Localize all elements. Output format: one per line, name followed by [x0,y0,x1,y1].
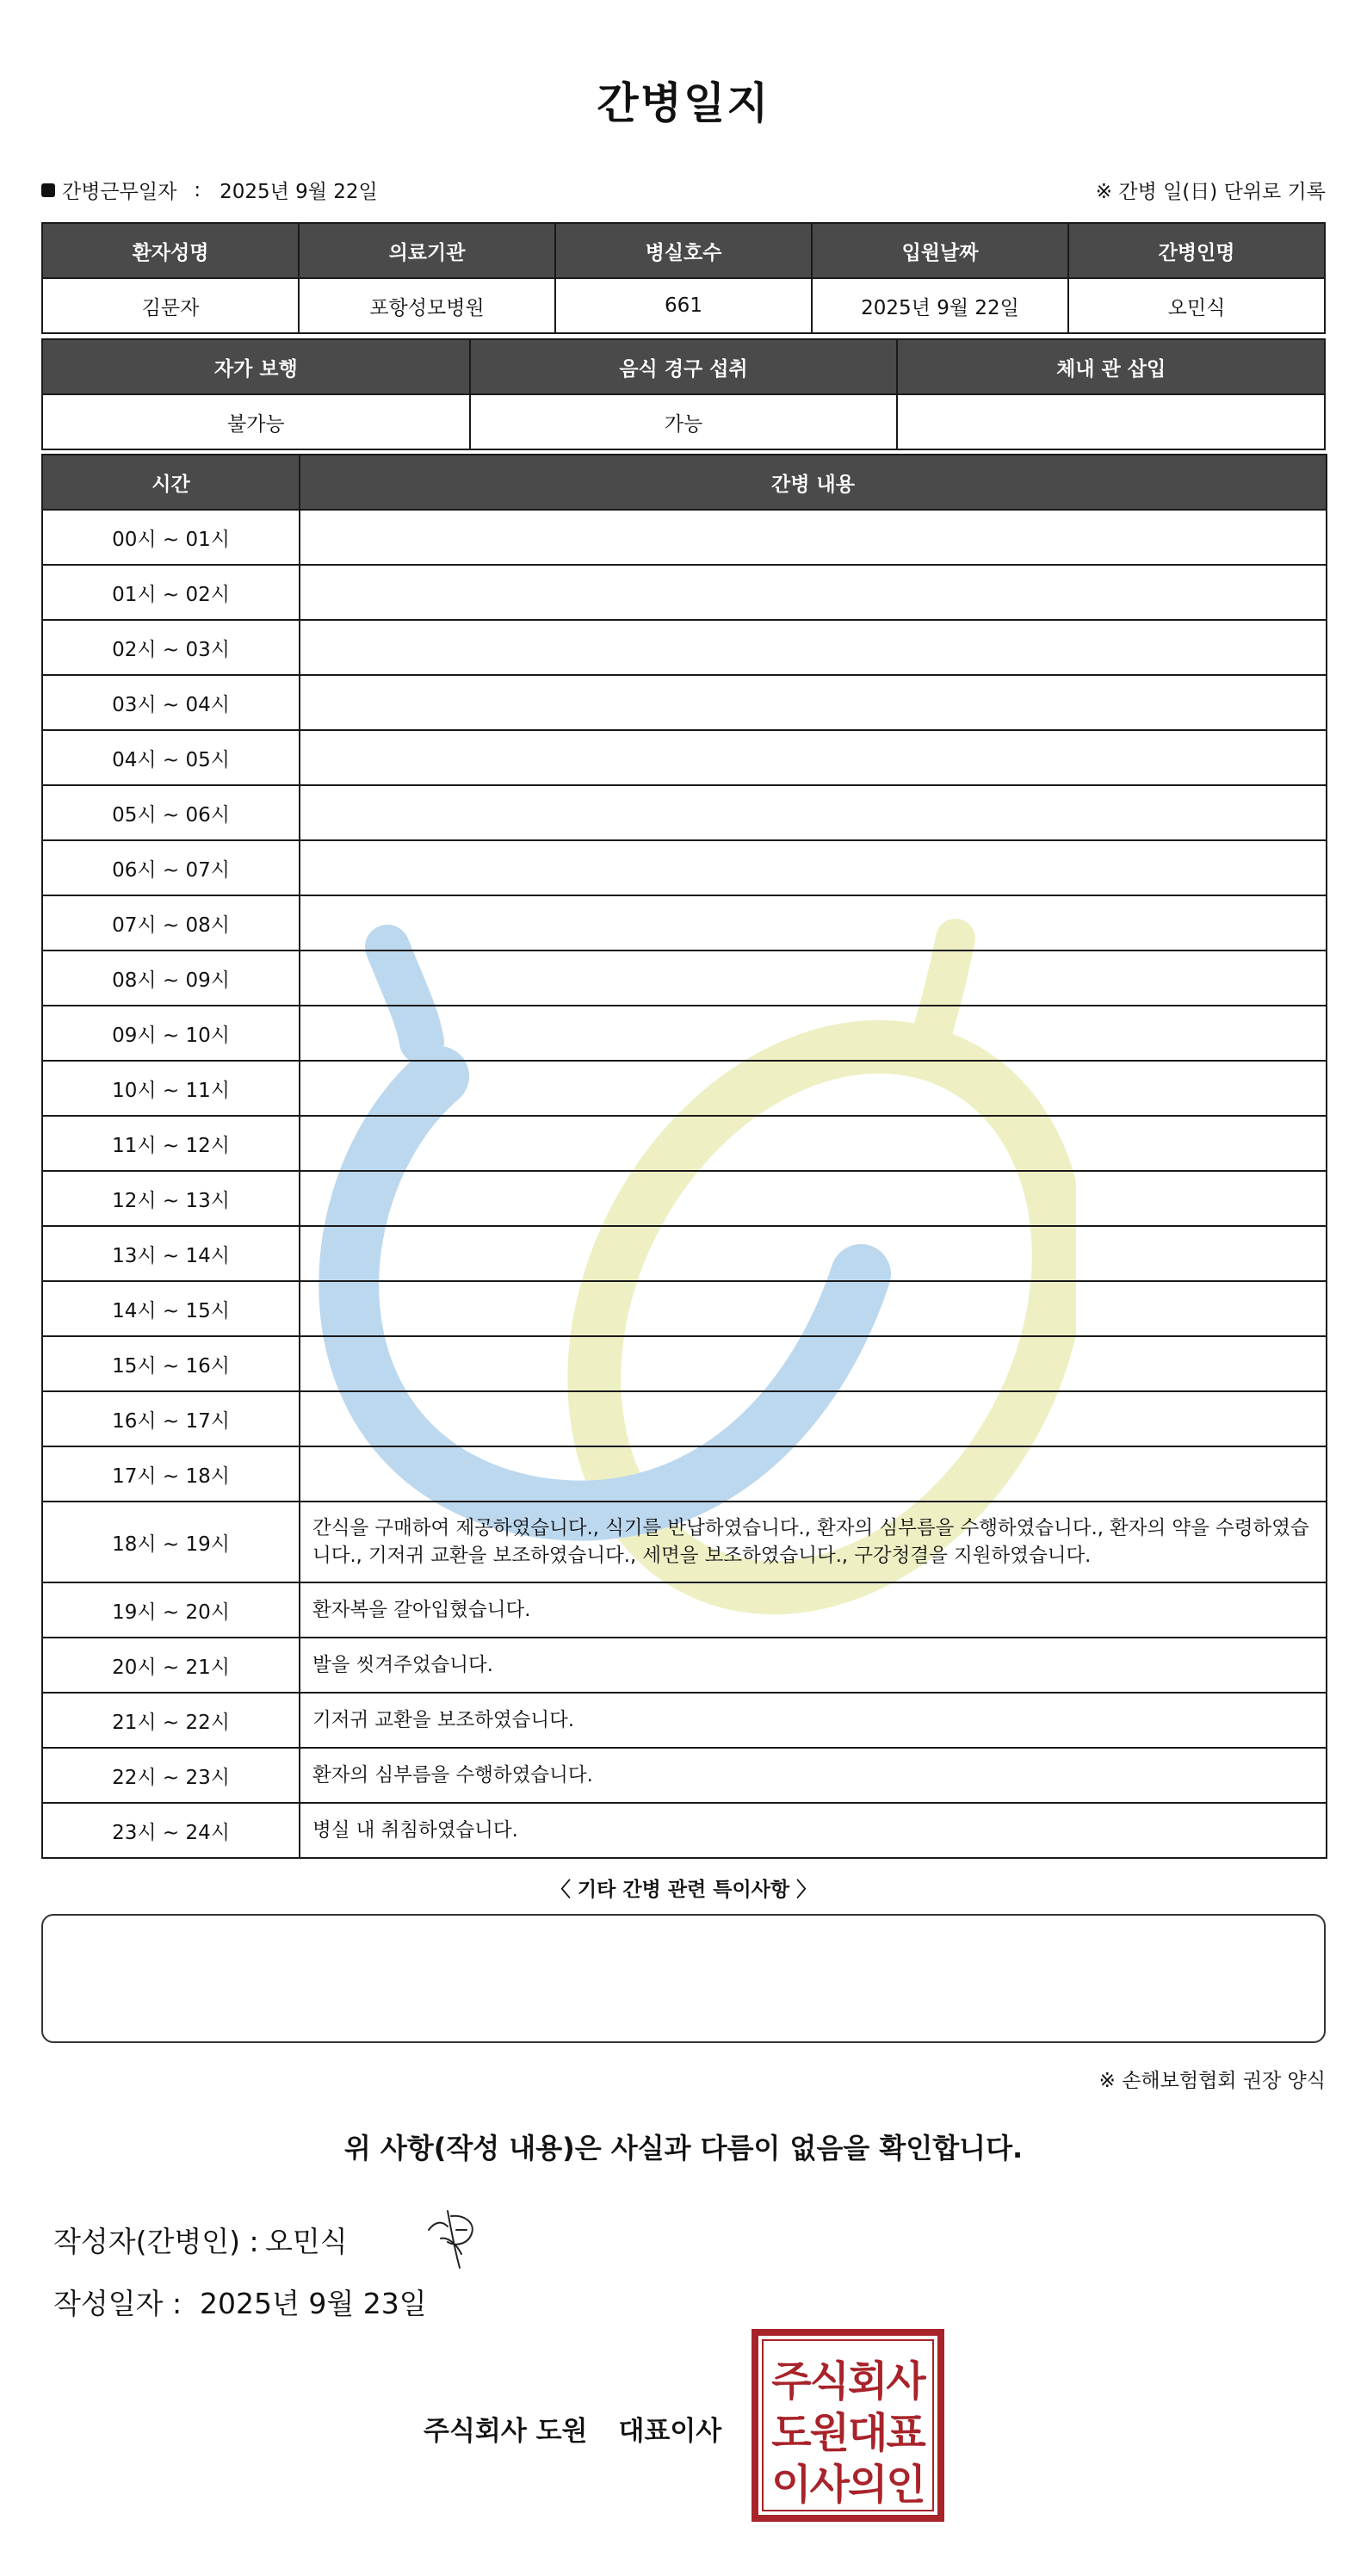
header-caregiver-name: 간병인명 [1068,223,1325,278]
time-cell: 07시 ~ 08시 [42,895,300,951]
recommended-form-note: ※ 손해보험협회 권장 양식 [1098,2070,1326,2092]
time-cell: 03시 ~ 04시 [42,675,300,730]
care-content-cell: 환자복을 갈아입혔습니다. [300,1582,1327,1638]
representative-title: 대표이사 [618,2416,722,2447]
time-cell: 00시 ~ 01시 [42,510,300,565]
patient-name: 김문자 [42,278,299,333]
table-row [42,565,1327,620]
header-time: 시간 [42,455,300,510]
care-content-cell [300,1006,1327,1061]
table-row [42,785,1327,840]
time-cell: 08시 ~ 09시 [42,951,300,1006]
patient-ability-table [41,338,1326,450]
tube-insertion-value [897,394,1325,449]
care-content-cell [300,895,1327,951]
table-row [42,1006,1327,1061]
care-content-cell [300,620,1327,675]
table-row [42,951,1327,1006]
care-content-cell [300,1116,1327,1171]
header-patient-name: 환자성명 [42,223,299,278]
written-date-label: 작성일자 : [53,2287,182,2320]
care-content-cell [300,1281,1327,1336]
hourly-care-log-table [41,454,1327,1859]
time-cell: 11시 ~ 12시 [42,1116,300,1171]
author-row [53,2220,348,2260]
table-row [42,1116,1327,1171]
time-cell: 13시 ~ 14시 [42,1226,300,1281]
company-signature-line [424,2409,721,2448]
ability-value-row [42,394,1325,449]
care-content-cell [300,785,1327,840]
time-cell: 14시 ~ 15시 [42,1281,300,1336]
written-date-row [53,2282,427,2322]
table-row [42,1171,1327,1226]
table-row [42,895,1327,951]
author-label: 작성자(간병인) : [53,2225,259,2258]
patient-info-value-row [42,278,1325,333]
header-oral-intake: 음식 경구 섭취 [470,339,898,394]
care-content-cell [300,1061,1327,1116]
author-name: 오민식 [265,2225,348,2258]
time-cell: 02시 ~ 03시 [42,620,300,675]
table-row [42,1502,1327,1582]
care-content-cell [300,1171,1327,1226]
care-content-cell [300,730,1327,785]
table-row [42,1061,1327,1116]
time-cell: 21시 ~ 22시 [42,1693,300,1748]
time-cell: 17시 ~ 18시 [42,1446,300,1502]
table-row [42,1748,1327,1803]
special-notes-title: 〈 기타 간병 관련 특이사항 〉 [550,1879,817,1901]
care-content-cell [300,510,1327,565]
caregiver-name: 오민식 [1068,278,1325,333]
special-notes-box [41,1914,1326,2043]
table-row [42,1582,1327,1638]
time-cell: 19시 ~ 20시 [42,1582,300,1638]
seal-line: 주식회사 [771,2357,925,2406]
header-admission-date: 입원날짜 [812,223,1068,278]
hospital-name: 포항성모병원 [299,278,555,333]
company-name: 주식회사 도원 [424,2416,588,2447]
table-row [42,840,1327,895]
admission-date: 2025년 9월 22일 [812,278,1068,333]
table-row [42,510,1327,565]
company-seal-stamp [751,2328,945,2523]
table-row [42,1391,1327,1446]
header-tube-insertion: 체내 관 삽입 [897,339,1325,394]
time-cell: 10시 ~ 11시 [42,1061,300,1116]
work-date [41,176,378,204]
header-care-content: 간병 내용 [300,455,1327,510]
table-row [42,1803,1327,1858]
time-cell: 16시 ~ 17시 [42,1391,300,1446]
table-row [42,1638,1327,1693]
care-content-cell [300,675,1327,730]
table-row [42,1336,1327,1391]
care-content-cell [300,951,1327,1006]
written-date-value: 2025년 9월 23일 [200,2287,427,2320]
time-cell: 05시 ~ 06시 [42,785,300,840]
care-content-cell: 기저귀 교환을 보조하였습니다. [300,1693,1327,1748]
time-cell: 23시 ~ 24시 [42,1803,300,1858]
work-date-label: 간병근무일자 [62,181,177,203]
care-content-cell [300,840,1327,895]
time-cell: 20시 ~ 21시 [42,1638,300,1693]
seal-line: 도원대표 [771,2409,925,2457]
time-cell: 06시 ~ 07시 [42,840,300,895]
meta-row [41,176,1326,210]
time-cell: 22시 ~ 23시 [42,1748,300,1803]
care-content-cell: 발을 씻겨주었습니다. [300,1638,1327,1693]
care-content-cell: 병실 내 취침하였습니다. [300,1803,1327,1858]
header-self-walking: 자가 보행 [42,339,470,394]
header-room-number: 병실호수 [555,223,812,278]
confirmation-statement: 위 사항(작성 내용)은 사실과 다름이 없음을 확인합니다. [343,2132,1024,2164]
table-row [42,1226,1327,1281]
time-cell: 15시 ~ 16시 [42,1336,300,1391]
table-row [42,1446,1327,1502]
patient-info-header-row [42,223,1325,278]
header-hospital: 의료기관 [299,223,555,278]
table-row [42,1693,1327,1748]
self-walking-value: 불가능 [42,394,470,449]
record-unit-note: ※ 간병 일(日) 단위로 기록 [1095,181,1326,203]
work-date-value: 2025년 9월 22일 [220,181,378,203]
time-cell: 09시 ~ 10시 [42,1006,300,1061]
seal-line: 이사의인 [771,2461,925,2509]
time-cell: 01시 ~ 02시 [42,565,300,620]
care-content-cell: 환자의 심부름을 수행하였습니다. [300,1748,1327,1803]
time-cell: 04시 ~ 05시 [42,730,300,785]
ability-header-row [42,339,1325,394]
care-content-cell [300,1336,1327,1391]
care-content-cell: 간식을 구매하여 제공하였습니다., 식기를 반납하였습니다., 환자의 심부름을 수행하였습니다., 환자의 약을 수령하였습니다., 기저귀 교환을 보조하였습니다., 세면을 보조하였습니다., 구강청결을 지원하였습니다. [300,1502,1327,1582]
oral-intake-value: 가능 [470,394,898,449]
table-row [42,675,1327,730]
bullet-square-icon [41,183,55,197]
care-content-cell [300,1391,1327,1446]
time-cell: 18시 ~ 19시 [42,1502,300,1582]
table-row [42,730,1327,785]
care-content-cell [300,565,1327,620]
table-row [42,1281,1327,1336]
signature-image [422,2204,491,2273]
log-header-row [42,455,1327,510]
room-number: 661 [555,278,812,333]
patient-info-table [41,222,1326,334]
care-content-cell [300,1226,1327,1281]
time-cell: 12시 ~ 13시 [42,1171,300,1226]
table-row [42,620,1327,675]
document-title: 간병일지 [597,78,770,128]
care-content-cell [300,1446,1327,1502]
work-date-colon: : [194,178,201,201]
